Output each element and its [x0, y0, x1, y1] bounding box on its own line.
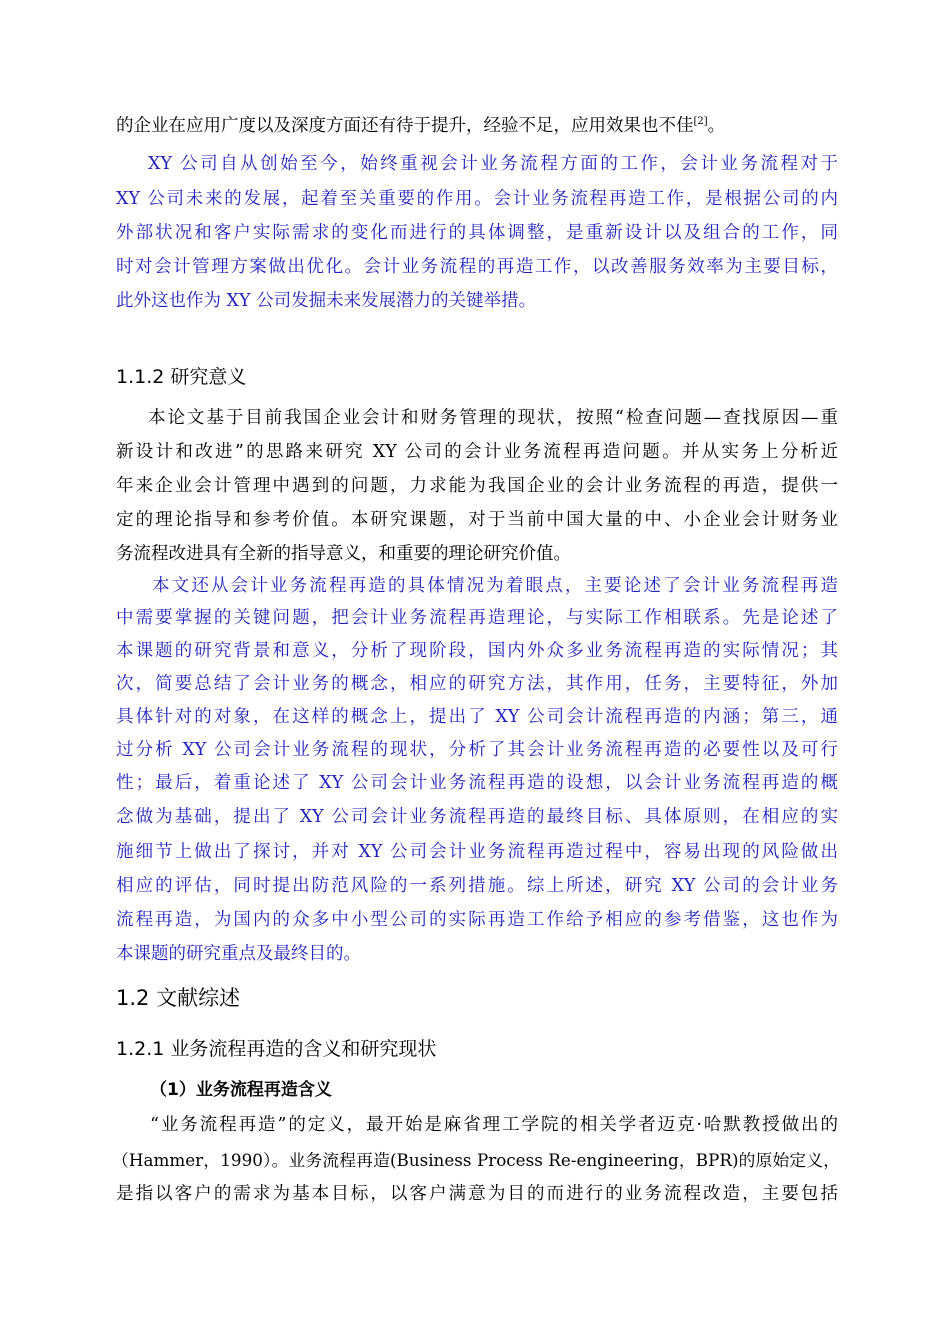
paragraph-line: XY 公司自从创始至今，始终重视会计业务流程方面的工作，会计业务流程对于: [148, 154, 838, 174]
paragraph-line: [116, 114, 838, 138]
paragraph-line: 务流程改进具有全新的指导意义，和重要的理论研究价值。: [116, 544, 571, 564]
section-heading: 1.2.1 业务流程再造的含义和研究现状: [116, 1038, 437, 1060]
section-heading: 1.1.2 研究意义: [116, 366, 247, 388]
paragraph-line: 相应的评估，同时提出防范风险的一系列措施。综上所述，研究 XY 公司的会计业务: [116, 876, 838, 896]
paragraph-line: （Hammer，1990）。业务流程再造(Business Process Re-engineering，BPR)的原始定义，: [112, 1150, 840, 1170]
paragraph-line: 此外这也作为 XY 公司发掘未来发展潜力的关键举措。: [116, 291, 537, 311]
paragraph-line: 流程再造，为国内的众多中小型公司的实际再造工作给予相应的参考借鉴，这也作为: [116, 910, 838, 930]
paragraph-line: 本论文基于目前我国企业会计和财务管理的现状，按照“检查问题—查找原因—重: [148, 408, 838, 428]
paragraph-line: 本文还从会计业务流程再造的具体情况为着眼点，主要论述了会计业务流程再造: [152, 576, 838, 596]
paragraph-line: 具体针对的对象，在这样的概念上，提出了 XY 公司会计流程再造的内涵；第三，通: [116, 707, 838, 727]
paragraph-line: 新设计和改进”的思路来研究 XY 公司的会计业务流程再造问题。并从实务上分析近: [116, 442, 838, 462]
paragraph-text: 的企业在应用广度以及深度方面还有待于提升，经验不足，应用效果也不佳: [116, 116, 694, 136]
paragraph-line: XY 公司未来的发展，起着至关重要的作用。会计业务流程再造工作，是根据公司的内: [116, 189, 838, 209]
paragraph-line: 念做为基础，提出了 XY 公司会计业务流程再造的最终目标、具体原则，在相应的实: [116, 807, 838, 827]
paragraph-line: 性；最后，着重论述了 XY 公司会计业务流程再造的设想，以会计业务流程再造的概: [116, 773, 838, 793]
paragraph-line: 中需要掌握的关键问题，把会计业务流程再造理论，与实际工作相联系。先是论述了: [116, 608, 838, 628]
chapter-heading: 1.2 文献综述: [116, 986, 241, 1010]
paragraph-line: 本课题的研究重点及最终目的。: [116, 944, 361, 964]
paragraph-line: 定的理论指导和参考价值。本研究课题，对于当前中国大量的中、小企业会计财务业: [116, 510, 838, 530]
paragraph-line: “业务流程再造”的定义，最开始是麻省理工学院的相关学者迈克·哈默教授做出的: [150, 1115, 838, 1135]
paragraph-line: 本课题的研究背景和意义，分析了现阶段，国内外众多业务流程再造的实际情况；其: [116, 641, 838, 661]
paragraph-line: 时对会计管理方案做出优化。会计业务流程的再造工作，以改善服务效率为主要目标，: [116, 257, 838, 277]
paragraph-line: 施细节上做出了探讨，并对 XY 公司会计业务流程再造过程中，容易出现的风险做出: [116, 842, 838, 862]
paragraph-text-end: 。: [707, 116, 726, 136]
paragraph-line: 是指以客户的需求为基本目标，以客户满意为目的而进行的业务流程改造，主要包括: [116, 1184, 838, 1204]
citation-ref: [2]: [693, 116, 708, 128]
subsection-heading: （1）业务流程再造含义: [150, 1080, 332, 1100]
paragraph-line: 次，简要总结了会计业务的概念，相应的研究方法，其作用，任务，主要特征，外加: [116, 674, 838, 694]
paragraph-line: 年来企业会计管理中遇到的问题，力求能为我国企业的会计业务流程的再造，提供一: [116, 476, 838, 496]
paragraph-line: 外部状况和客户实际需求的变化而进行的具体调整，是重新设计以及组合的工作，同: [116, 223, 838, 243]
paragraph-line: 过分析 XY 公司会计业务流程的现状，分析了其会计业务流程再造的必要性以及可行: [116, 740, 838, 760]
